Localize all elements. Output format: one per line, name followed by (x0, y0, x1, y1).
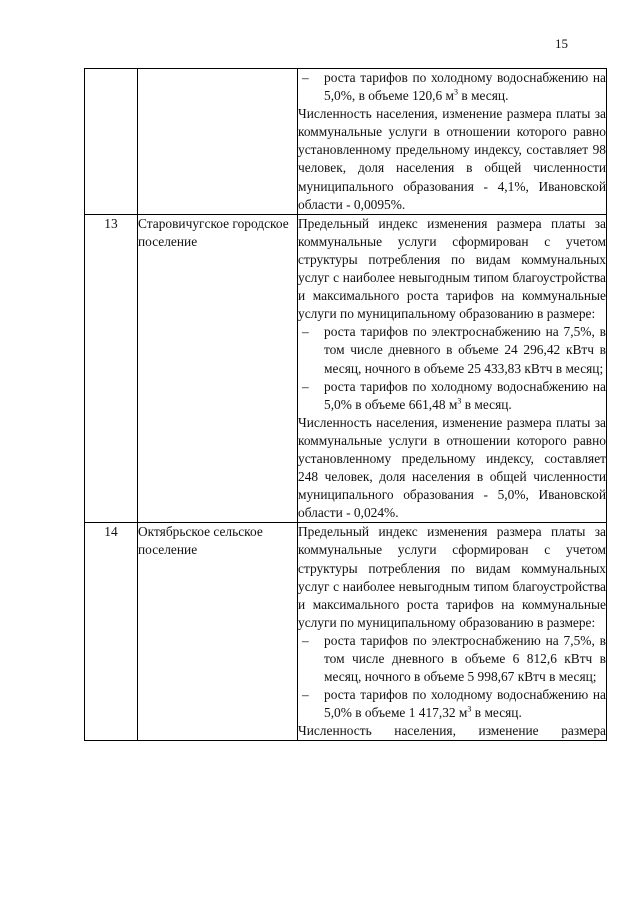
bullet-text: роста тарифов по электроснабжению на 7,5%, в том числе дневного в объеме 24 296,42 кВтч в месяц, ночного в объеме 25 433,83 кВтч в месяц; (324, 324, 606, 376)
dash-marker: – (302, 70, 309, 85)
electricity-bullet (298, 323, 606, 377)
dash-marker: – (302, 632, 309, 648)
cubic-sup: 3 (457, 396, 462, 406)
dash-marker: – (302, 378, 309, 394)
table-row (85, 214, 607, 523)
cubic-sup: 3 (454, 87, 459, 97)
water-supply-bullet (298, 69, 606, 105)
row-content (298, 523, 607, 741)
table-row (85, 523, 607, 741)
population-paragraph: Численность населения, изменение размера платы за коммунальные услуги в отношении которого равно установленному предельному индексу, составляет 248 человек, доля населения в общей численности муниципального образования - 5,0%, Ивановской области - 0,024%. (298, 414, 606, 521)
bullet-text-end: в месяц. (471, 705, 522, 721)
population-paragraph: Численность населения, изменение размера (298, 723, 606, 739)
water-supply-bullet (298, 378, 606, 414)
row-number (85, 69, 138, 215)
dash-marker: – (302, 687, 309, 703)
municipality-name: Старовичугское городское поселение (138, 214, 298, 523)
bullet-text-end: в месяц. (461, 396, 512, 412)
row-number: 14 (85, 523, 138, 741)
municipality-name: Октябрьское сельское поселение (138, 523, 298, 741)
row-content (298, 69, 607, 215)
bullet-text: роста тарифов по холодному водоснабжению на 5,0%, в объеме 120,6 м (324, 70, 606, 104)
electricity-bullet (298, 632, 606, 686)
bullet-text-end: в месяц. (458, 88, 509, 104)
bullet-text: роста тарифов по холодному водоснабжению на 5,0% в объеме 1 417,32 м (324, 687, 606, 721)
cubic-sup: 3 (467, 704, 472, 714)
dash-marker: – (302, 324, 309, 340)
intro-paragraph: Предельный индекс изменения размера платы за коммунальные услуги сформирован с учетом структуры потребления по видам коммунальных услуг с наиболее невыгодным типом благоустройства и максимального роста тарифов на коммунальные услуги по муниципальному образованию в размере: (298, 524, 606, 630)
water-supply-bullet (298, 686, 606, 722)
page-number: 15 (555, 36, 568, 51)
tariff-table (84, 68, 607, 741)
bullet-text: роста тарифов по холодному водоснабжению на 5,0% в объеме 661,48 м (324, 378, 606, 412)
bullet-text: роста тарифов по электроснабжению на 7,5%, в том числе дневного в объеме 6 812,6 кВтч в месяц, ночного в объеме 5 998,67 кВтч в месяц; (324, 632, 606, 685)
row-number: 13 (85, 214, 138, 523)
table-row (85, 69, 607, 215)
municipality-name (138, 69, 298, 215)
population-paragraph: Численность населения, изменение размера платы за коммунальные услуги в отношении которого равно установленному предельному индексу, составляет 98 человек, доля населения в общей численности муниципального образования - 4,1%, Ивановской области - 0,0095%. (298, 106, 606, 212)
row-content (298, 214, 607, 523)
intro-paragraph: Предельный индекс изменения размера платы за коммунальные услуги сформирован с учетом структуры потребления по видам коммунальных услуг с наиболее невыгодным типом благоустройства и максимального роста тарифов на коммунальные услуги по муниципальному образованию в размере: (298, 215, 606, 322)
